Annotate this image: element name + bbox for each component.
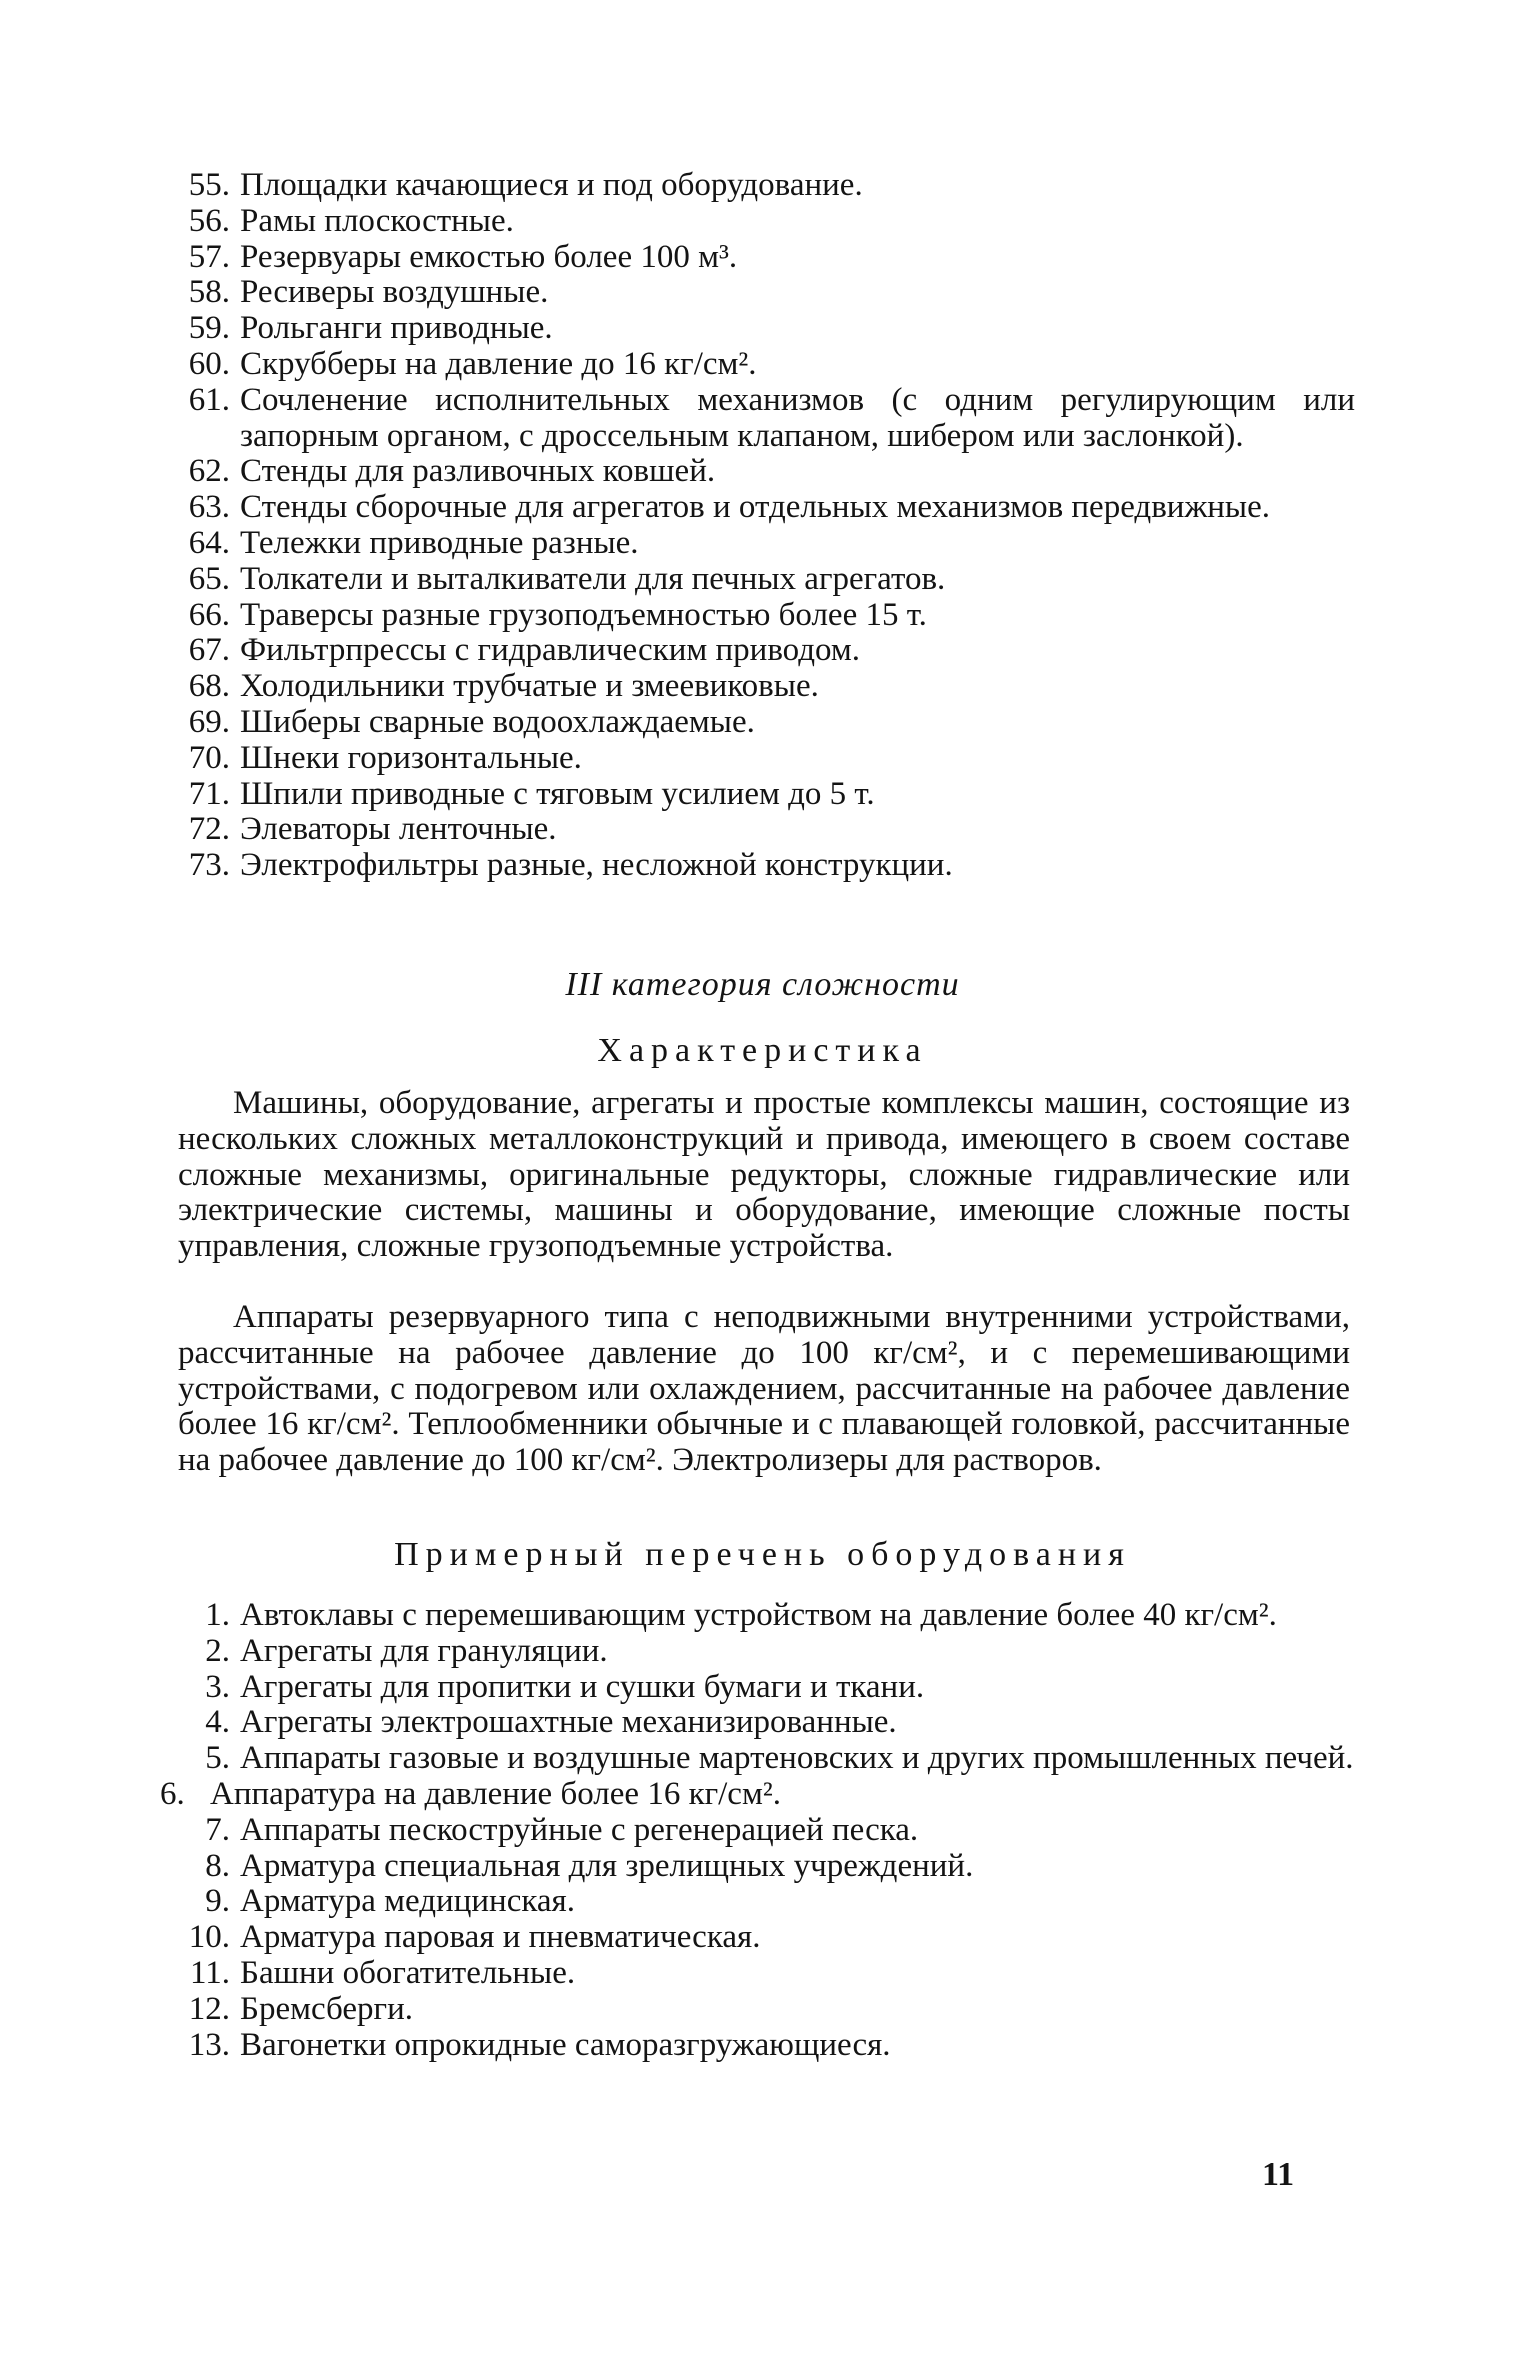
list-item: 9. Арматура медицинская. xyxy=(205,1883,575,1920)
list-item: 68. Холодильники трубчатые и змеевиковые. xyxy=(188,668,819,705)
list-item: 56. Рамы плоскостные. xyxy=(188,202,514,239)
equipment-list-continued xyxy=(170,168,1355,884)
list-item: 13. Вагонетки опрокидные саморазгружающиеся. xyxy=(188,2026,891,2063)
equipment-list-heading: Примерный перечень оборудования xyxy=(394,1536,1131,1573)
list-item: 65. Толкатели и выталкиватели для печных агрегатов. xyxy=(188,560,946,597)
list-item: 4. Агрегаты электрошахтные механизированные. xyxy=(205,1704,897,1741)
list-item: 8. Арматура специальная для зрелищных учреждений. xyxy=(205,1847,974,1884)
list-item: 11. Башни обогатительные. xyxy=(189,1954,576,1991)
apparatus-paragraph: Аппараты резервуарного типа с неподвижными внутренними устройствами, рассчитанные на рабочее давление до 100 кг/см², и с перемешивающими устройствами, с подогревом или охлаждением, рассчитанные на рабочее давление более 16 кг/см². Теплообменники обычные и с плавающей головкой, рассчитанные на рабочее давление до 100 кг/см². Электролизеры для растворов. xyxy=(178,1299,1350,1479)
characteristic-heading: Характеристика xyxy=(597,1032,928,1069)
list-item: 71. Шпили приводные с тяговым усилием до 5 т. xyxy=(188,775,875,812)
page-number: 11 xyxy=(1262,2156,1295,2193)
list-item: 59. Рольганги приводные. xyxy=(188,310,553,347)
list-item: 64. Тележки приводные разные. xyxy=(188,524,639,561)
list-item: 60. Скрубберы на давление до 16 кг/см². xyxy=(188,345,757,382)
list-item: 57. Резервуары емкостью более 100 м³. xyxy=(188,238,738,275)
characteristic-paragraph: Машины, оборудование, агрегаты и простые комплексы машин, состоящие из нескольких сложных металлоконструкций и привода, имеющего в своем составе сложные механизмы, оригинальные редукторы, сложные гидравлические или электрические системы, машины и оборудование, имеющие сложные посты управления, сложные грузоподъемные устройства. xyxy=(178,1085,1350,1265)
list-item: 69. Шиберы сварные водоохлаждаемые. xyxy=(188,703,755,740)
list-item: 5. Аппараты газовые и воздушные мартеновских и других промышленных печей. xyxy=(205,1740,1354,1777)
list-item: 66. Траверсы разные грузоподъемностью более 15 т. xyxy=(188,596,927,633)
list-item: 1. Автоклавы с перемешивающим устройством на давление более 40 кг/см². xyxy=(205,1597,1277,1633)
category-heading: III категория сложности xyxy=(565,966,960,1003)
list-item: 6. Аппаратура на давление более 16 кг/см². xyxy=(160,1775,781,1812)
list-item: 62. Стенды для разливочных ковшей. xyxy=(188,453,716,490)
list-item: 61. Сочленение исполнительных механизмов (с одним регулирующим или запорным органом, с дроссельным клапаном, шибером или заслонкой). xyxy=(188,381,1355,454)
list-item: 12. Бремсберги. xyxy=(188,1990,413,2027)
list-item: 73. Электрофильтры разные, несложной конструкции. xyxy=(188,847,953,884)
list-item: 67. Фильтрпрессы с гидравлическим приводом. xyxy=(188,632,861,669)
list-item: 7. Аппараты пескоструйные с регенерацией песка. xyxy=(205,1811,919,1848)
list-item: 3. Агрегаты для пропитки и сушки бумаги и ткани. xyxy=(205,1668,925,1705)
equipment-list xyxy=(160,1597,1355,2063)
list-item: 2. Агрегаты для грануляции. xyxy=(205,1632,608,1669)
list-item: 72. Элеваторы ленточные. xyxy=(188,811,557,848)
list-item: 70. Шнеки горизонтальные. xyxy=(188,739,582,776)
list-item: 58. Ресиверы воздушные. xyxy=(188,274,549,311)
list-item: 55. Площадки качающиеся и под оборудование. xyxy=(188,167,863,203)
list-item: 10. Арматура паровая и пневматическая. xyxy=(188,1919,761,1956)
list-item: 63. Стенды сборочные для агрегатов и отдельных механизмов передвижные. xyxy=(188,489,1270,526)
